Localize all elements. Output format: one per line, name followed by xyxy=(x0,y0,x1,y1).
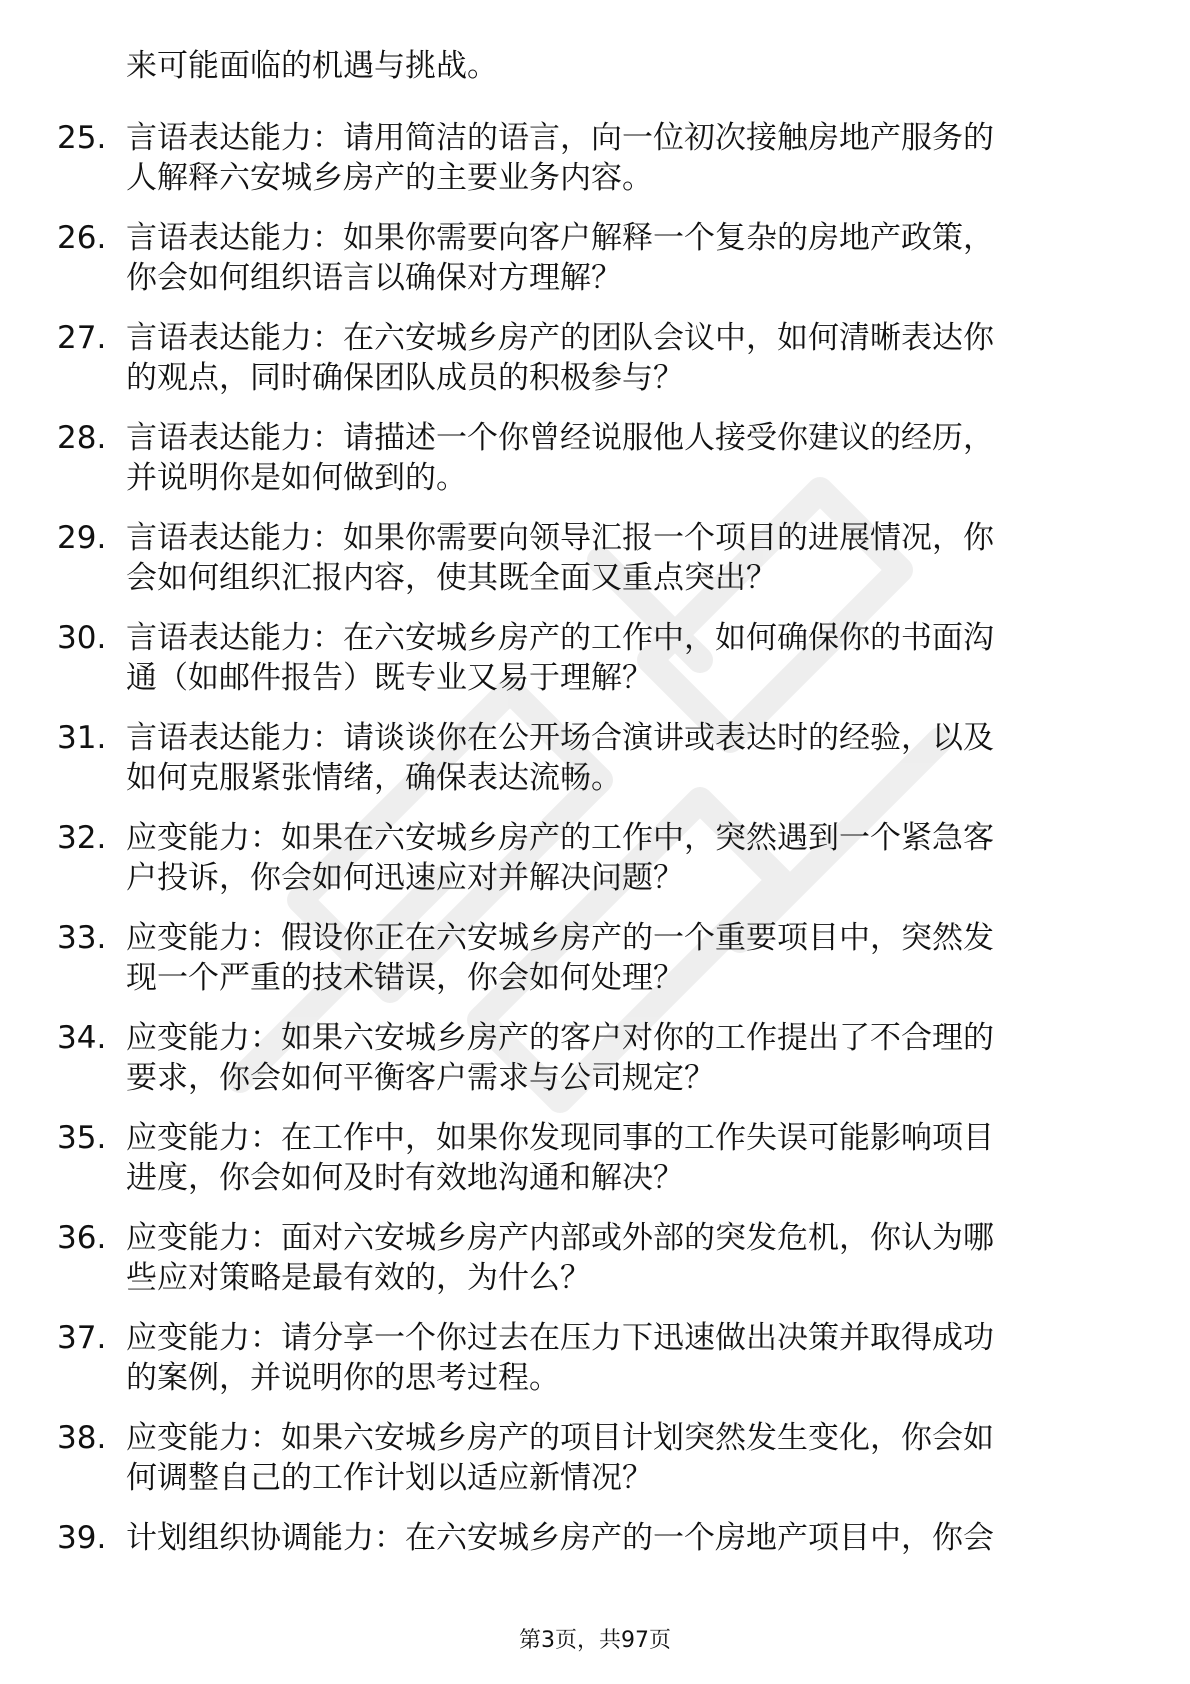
question-text-line: 言语表达能力：请谈谈你在公开场合演讲或表达时的经验，以及 xyxy=(126,720,994,756)
question-text-line: 户投诉，你会如何迅速应对并解决问题？ xyxy=(126,860,684,896)
question-item xyxy=(0,418,1190,518)
question-text xyxy=(126,1218,1116,1298)
question-text xyxy=(126,618,1116,698)
question-item xyxy=(0,1518,1190,1618)
question-text xyxy=(126,818,1116,898)
question-item xyxy=(0,718,1190,818)
question-text-line: 言语表达能力：在六安城乡房产的工作中，如何确保你的书面沟 xyxy=(126,620,994,656)
question-text xyxy=(126,1418,1116,1498)
question-number: 30. xyxy=(57,620,107,656)
question-text xyxy=(126,118,1116,198)
question-text xyxy=(126,1318,1116,1398)
question-text-line: 应变能力：请分享一个你过去在压力下迅速做出决策并取得成功 xyxy=(126,1320,994,1356)
question-number: 33. xyxy=(57,920,107,956)
question-text-line: 言语表达能力：如果你需要向客户解释一个复杂的房地产政策， xyxy=(126,220,994,256)
question-item xyxy=(0,1318,1190,1418)
question-number: 31. xyxy=(57,720,107,756)
question-text-line: 你会如何组织语言以确保对方理解？ xyxy=(126,260,622,296)
question-text-line: 人解释六安城乡房产的主要业务内容。 xyxy=(126,160,653,196)
question-item xyxy=(0,518,1190,618)
question-text-line: 的案例，并说明你的思考过程。 xyxy=(126,1360,560,1396)
question-text-line: 应变能力：如果六安城乡房产的项目计划突然发生变化，你会如 xyxy=(126,1420,994,1456)
question-text-line: 进度，你会如何及时有效地沟通和解决？ xyxy=(126,1160,684,1196)
question-number: 27. xyxy=(57,320,107,356)
question-number: 39. xyxy=(57,1520,107,1556)
question-text xyxy=(126,918,1116,998)
question-item xyxy=(0,618,1190,718)
question-text xyxy=(126,518,1116,598)
question-number: 35. xyxy=(57,1120,107,1156)
question-text-line: 通（如邮件报告）既专业又易于理解？ xyxy=(126,660,653,696)
question-text xyxy=(126,1018,1116,1098)
question-item xyxy=(0,818,1190,918)
question-text-line: 何调整自己的工作计划以适应新情况？ xyxy=(126,1460,653,1496)
question-item xyxy=(0,118,1190,218)
question-text-line: 会如何组织汇报内容，使其既全面又重点突出？ xyxy=(126,560,777,596)
question-number: 28. xyxy=(57,420,107,456)
question-text-line: 的观点，同时确保团队成员的积极参与？ xyxy=(126,360,684,396)
question-number: 34. xyxy=(57,1020,107,1056)
question-number: 25. xyxy=(57,120,107,156)
question-text-line: 应变能力：在工作中，如果你发现同事的工作失误可能影响项目 xyxy=(126,1120,994,1156)
question-text-line: 应变能力：假设你正在六安城乡房产的一个重要项目中，突然发 xyxy=(126,920,994,956)
question-text-line: 如何克服紧张情绪，确保表达流畅。 xyxy=(126,760,622,796)
page-footer: 第3页，共97页 xyxy=(519,1628,671,1653)
question-item xyxy=(0,318,1190,418)
question-text-line: 应变能力：如果六安城乡房产的客户对你的工作提出了不合理的 xyxy=(126,1020,994,1056)
question-text-line: 应变能力：如果在六安城乡房产的工作中，突然遇到一个紧急客 xyxy=(126,820,994,856)
question-number: 38. xyxy=(57,1420,107,1456)
question-text-line: 言语表达能力：在六安城乡房产的团队会议中，如何清晰表达你 xyxy=(126,320,994,356)
question-list xyxy=(0,118,1190,1618)
question-text xyxy=(126,218,1116,298)
question-text-line: 些应对策略是最有效的，为什么？ xyxy=(126,1260,591,1296)
question-text xyxy=(126,718,1116,798)
question-number: 26. xyxy=(57,220,107,256)
continuation-text: 来可能面临的机遇与挑战。 xyxy=(126,48,498,84)
question-number: 29. xyxy=(57,520,107,556)
question-item xyxy=(0,1118,1190,1218)
question-text-line: 要求，你会如何平衡客户需求与公司规定？ xyxy=(126,1060,715,1096)
question-text-line: 计划组织协调能力：在六安城乡房产的一个房地产项目中，你会 xyxy=(126,1520,994,1556)
question-item xyxy=(0,1418,1190,1518)
question-number: 36. xyxy=(57,1220,107,1256)
question-text-line: 现一个严重的技术错误，你会如何处理？ xyxy=(126,960,684,996)
question-item xyxy=(0,1218,1190,1318)
question-item xyxy=(0,918,1190,1018)
question-text xyxy=(126,318,1116,398)
question-text-line: 并说明你是如何做到的。 xyxy=(126,460,467,496)
question-number: 37. xyxy=(57,1320,107,1356)
question-text xyxy=(126,418,1116,498)
question-item xyxy=(0,1018,1190,1118)
question-text xyxy=(126,1518,1116,1558)
question-number: 32. xyxy=(57,820,107,856)
question-item xyxy=(0,218,1190,318)
question-text-line: 应变能力：面对六安城乡房产内部或外部的突发危机，你认为哪 xyxy=(126,1220,994,1256)
question-text-line: 言语表达能力：请用简洁的语言，向一位初次接触房地产服务的 xyxy=(126,120,994,156)
question-text-line: 言语表达能力：请描述一个你曾经说服他人接受你建议的经历， xyxy=(126,420,994,456)
question-text-line: 言语表达能力：如果你需要向领导汇报一个项目的进展情况，你 xyxy=(126,520,994,556)
question-text xyxy=(126,1118,1116,1198)
